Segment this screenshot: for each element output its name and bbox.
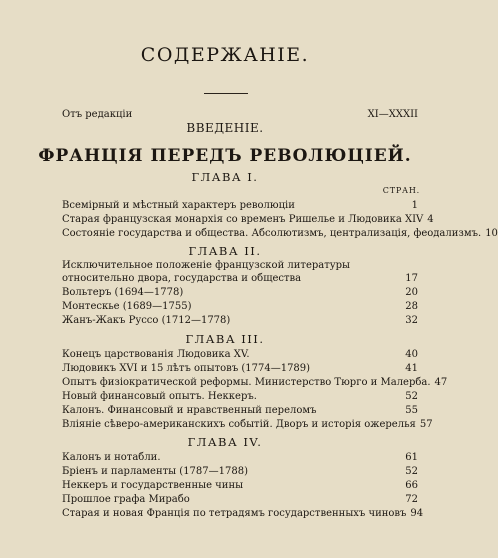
toc-entry [62, 199, 418, 212]
entry-text: Людовикъ XVI и 15 лѣтъ опытовъ (1774—1789) [62, 363, 311, 374]
toc-entry [62, 390, 418, 403]
toc-entry [62, 259, 418, 285]
entry-page: 66 [405, 480, 418, 491]
entry-page: 1 [411, 200, 418, 211]
entry-page: 40 [405, 349, 418, 360]
entry-text: Калонъ. Финансовый и нравственный переломъ [62, 405, 317, 416]
entry-page: 10 [485, 228, 498, 239]
toc-entry [62, 493, 418, 506]
entry-text: Всемірный и мѣстный характеръ революціи [62, 200, 295, 211]
entry-text: Вліяніе сѣверо-американскихъ событій. Дворъ и исторія ожерелья [62, 419, 416, 430]
entry-pages: XI—XXXII [367, 109, 418, 120]
entry-page: 57 [419, 419, 433, 430]
entry-page: 4 [427, 214, 434, 225]
entry-text: Калонъ и нотабли. [62, 452, 161, 463]
toc-entry [62, 465, 418, 478]
page-title: СОДЕРЖАНІЕ. [140, 44, 310, 66]
toc-entry [62, 314, 418, 327]
entry-page: 47 [434, 377, 448, 388]
toc-entry [62, 418, 433, 431]
entry-text: Монтескье (1689—1755) [62, 301, 192, 312]
entry-page: 28 [405, 301, 418, 312]
chapter-heading: ГЛАВА III. [185, 332, 265, 346]
entry-text: Отъ редакціи [62, 109, 133, 120]
toc-entry [62, 227, 498, 240]
entry-text: Исключительное положеніе французской литературы относительно двора, государства и общества [62, 260, 351, 284]
entry-page: 61 [405, 452, 418, 463]
entry-page: 32 [405, 315, 418, 326]
entry-page: 94 [410, 508, 424, 519]
page-column-label: СТРАН. [382, 186, 420, 195]
entry-text: Новый финансовый опытъ. Неккеръ. [62, 391, 257, 402]
chapter-heading: ГЛАВА II. [188, 244, 262, 258]
title-rule [204, 93, 248, 94]
entry-page: 52 [405, 391, 418, 402]
intro-heading: ВВЕДЕНІЕ. [186, 121, 264, 135]
entry-page: 20 [405, 287, 418, 298]
toc-entry [62, 286, 418, 299]
entry-text: Состояніе государства и общества. Абсолютизмъ, централизація, феодализмъ. [62, 228, 482, 239]
toc-entry [62, 376, 448, 389]
toc-entry [62, 362, 418, 375]
entry-text: Опытъ физіократической реформы. Министерство Тюрго и Малерба. [62, 377, 431, 388]
entry-text: Вольтеръ (1694—1778) [62, 287, 184, 298]
toc-entry-preface [62, 108, 418, 121]
entry-text: Бріенъ и парламенты (1787—1788) [62, 466, 248, 477]
toc-entry [62, 348, 418, 361]
entry-text: Жанъ-Жакъ Руссо (1712—1778) [62, 315, 231, 326]
entry-text: Старая и новая Франція по тетрадямъ государственныхъ чиновъ [62, 508, 407, 519]
toc-entry [62, 507, 424, 520]
entry-text: Неккеръ и государственные чины [62, 480, 244, 491]
toc-entry [62, 213, 434, 226]
entry-text: Прошлое графа Мирабо [62, 494, 190, 505]
entry-text: Старая французская монархія со временъ Ришелье и Людовика XIV [62, 214, 424, 225]
entry-page: 72 [405, 494, 418, 505]
toc-entry [62, 451, 418, 464]
chapter-heading: ГЛАВА I. [191, 170, 259, 184]
entry-page: 52 [405, 466, 418, 477]
part-heading: ФРАНЦІЯ ПЕРЕДЪ РЕВОЛЮЦІЕЙ. [38, 146, 412, 166]
entry-page: 41 [405, 363, 418, 374]
toc-entry [62, 404, 418, 417]
chapter-heading: ГЛАВА IV. [187, 435, 263, 449]
entry-page: 55 [405, 405, 418, 416]
toc-entry [62, 300, 418, 313]
entry-page: 17 [405, 273, 418, 284]
entry-text: Конецъ царствованія Людовика XV. [62, 349, 250, 360]
toc-entry [62, 479, 418, 492]
